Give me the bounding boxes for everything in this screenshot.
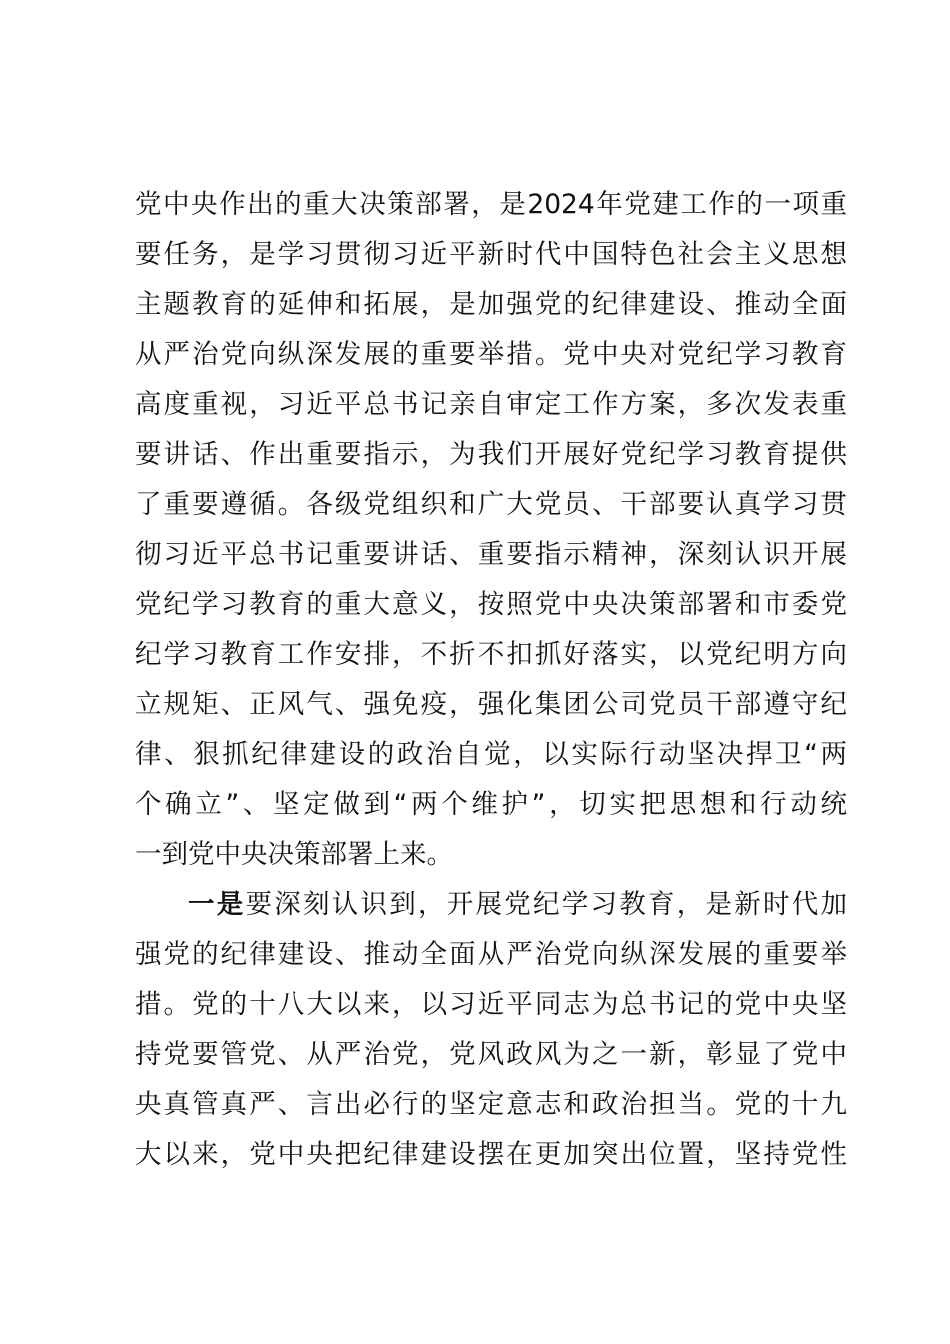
paragraph-line: 党中央作出的重大决策部署，是2024年党建工作的一项重 (135, 189, 847, 220)
paragraph-line: 从严治党向纵深发展的重要举措。党中央对党纪学习教育 (135, 339, 847, 370)
document-body (135, 180, 847, 1180)
paragraph-line: 高度重视，习近平总书记亲自审定工作方案，多次发表重 (135, 389, 847, 420)
paragraph-line: 一到党中央决策部署上来。 (135, 839, 453, 870)
paragraph-line: 主题教育的延伸和拓展，是加强党的纪律建设、推动全面 (135, 289, 847, 320)
paragraph-first-line (135, 880, 847, 930)
paragraph-line: 党纪学习教育的重大意义，按照党中央决策部署和市委党 (135, 589, 847, 620)
paragraph-line: 央真管真严、言出必行的坚定意志和政治担当。党的十九 (135, 1089, 847, 1120)
paragraph-lead: 一是 (188, 889, 246, 920)
paragraph-line: 个确立”、坚定做到“两个维护”，切实把思想和行动统 (135, 789, 847, 820)
paragraph-line: 强党的纪律建设、推动全面从严治党向纵深发展的重要举 (135, 939, 847, 970)
paragraph-2 (135, 880, 847, 1180)
paragraph-line: 要讲话、作出重要指示，为我们开展好党纪学习教育提供 (135, 439, 847, 470)
paragraph-line: 了重要遵循。各级党组织和广大党员、干部要认真学习贯 (135, 489, 847, 520)
paragraph-first-line-text: 要深刻认识到，开展党纪学习教育，是新时代加 (245, 889, 847, 920)
paragraph-line: 彻习近平总书记重要讲话、重要指示精神，深刻认识开展 (135, 539, 847, 570)
paragraph-line: 措。党的十八大以来，以习近平同志为总书记的党中央坚 (135, 989, 847, 1020)
paragraph-line: 持党要管党、从严治党，党风政风为之一新，彰显了党中 (135, 1039, 847, 1070)
paragraph-line: 立规矩、正风气、强免疫，强化集团公司党员干部遵守纪 (135, 689, 847, 720)
paragraph-line: 律、狠抓纪律建设的政治自觉，以实际行动坚决捍卫“两 (135, 739, 847, 770)
paragraph-line: 大以来，党中央把纪律建设摆在更加突出位置，坚持党性 (135, 1139, 847, 1170)
paragraph-line: 纪学习教育工作安排，不折不扣抓好落实，以党纪明方向 (135, 639, 847, 670)
paragraph-line: 要任务，是学习贯彻习近平新时代中国特色社会主义思想 (135, 239, 847, 270)
paragraph-1 (135, 180, 847, 880)
